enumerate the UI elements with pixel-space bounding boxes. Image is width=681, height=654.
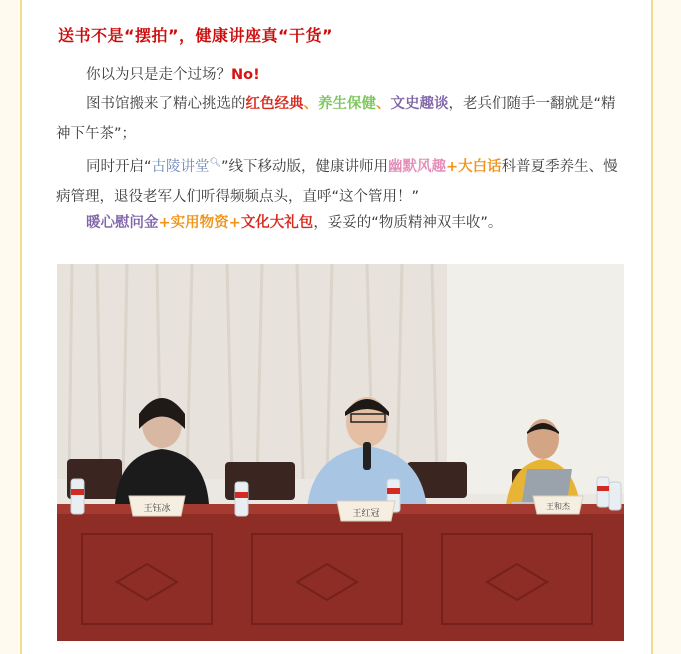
- p3-c: ”线下移动版，健康讲师用: [220, 158, 388, 175]
- p4-plus-2: +: [228, 215, 241, 231]
- right-frame-line: [651, 0, 653, 654]
- p3-humor: 幽默风趣: [387, 158, 446, 175]
- paragraph-3: [56, 148, 626, 212]
- name-card-1-text: 王钰冰: [143, 504, 171, 514]
- p4-money: 暖心慰问金: [86, 215, 159, 231]
- p2-sep-1: 、: [303, 96, 318, 112]
- p4-goods: 实用物资: [170, 215, 229, 231]
- article-card: [22, 0, 651, 654]
- p2-a: 图书馆搬来了精心挑选的: [86, 96, 246, 112]
- p1-emphasis: No!: [231, 67, 260, 83]
- section-heading: 送书不是“摆拍”，健康讲座真“干货”: [58, 26, 334, 45]
- p2-sep-2: 、: [376, 96, 391, 112]
- p2-health: 养生保健: [318, 96, 376, 112]
- p2-red-classics: 红色经典: [245, 96, 304, 112]
- p3-plain: +大白话: [445, 158, 502, 175]
- paragraph-2: [56, 89, 626, 149]
- name-card-3-text: 王和杰: [546, 502, 570, 511]
- p2-history: 文史趣谈: [390, 96, 449, 112]
- p1-text: 你以为只是走个过场？: [86, 67, 231, 83]
- search-icon[interactable]: 🔍︎: [209, 158, 221, 168]
- p2-rest: ，老兵们随手一翻就是“精神下午茶”；: [56, 96, 616, 142]
- name-card-2-text: 王红冠: [352, 509, 380, 519]
- guling-lecture-link[interactable]: 古陵讲堂: [151, 158, 210, 175]
- paragraph-4: [56, 208, 626, 238]
- p4-rest: ，妥妥的“物质精神双丰收”。: [313, 215, 503, 231]
- p4-culture: 文化大礼包: [240, 215, 314, 231]
- p3-a: 同时开启“: [86, 158, 152, 175]
- paragraph-1: [56, 60, 626, 90]
- p4-plus-1: +: [158, 215, 171, 231]
- p3-rest: 科普夏季养生、慢病管理，退役老军人们听得频频点头，直呼“这个管用！”: [56, 158, 618, 205]
- lecture-photo: [57, 264, 624, 641]
